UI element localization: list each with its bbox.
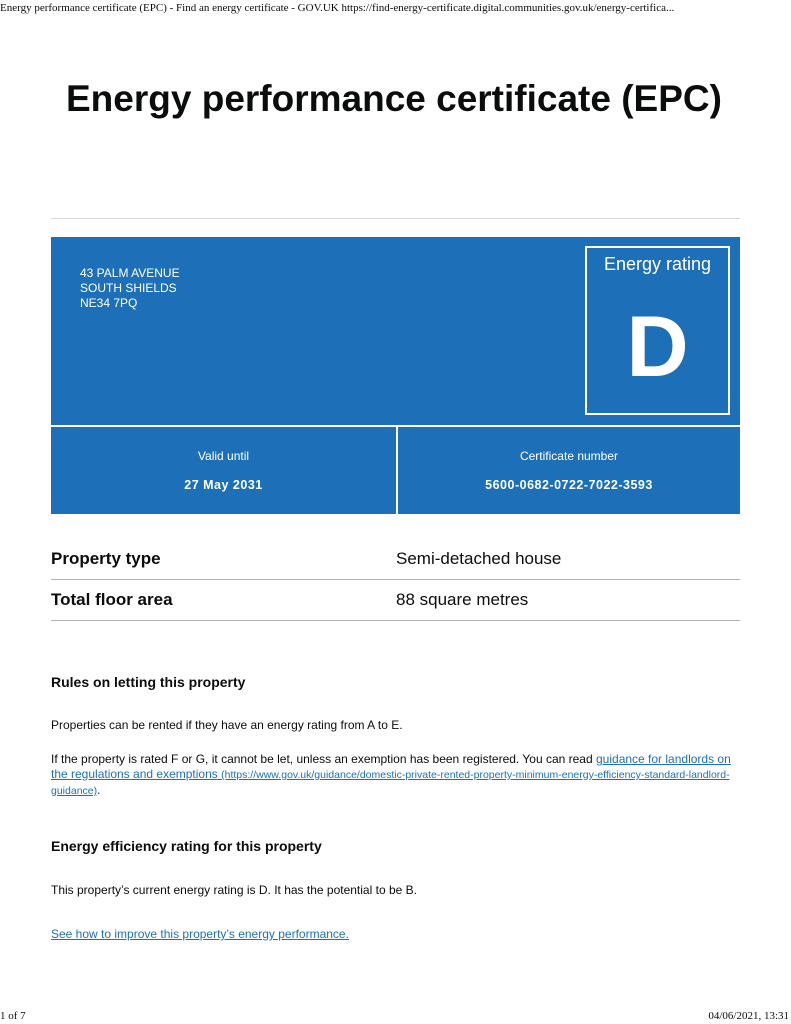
valid-until-cell: [51, 427, 396, 514]
address-line-2: SOUTH SHIELDS: [80, 281, 177, 295]
landlord-guidance-link-text: guidance for landlords on the regulations and exemptions: [51, 752, 731, 781]
exemption-text: If the property is rated F or G, it cannot be let, unless an exemption has been registered. You can read: [51, 752, 596, 766]
summary-row-property-type: [51, 539, 740, 580]
valid-until-date: 27 May 2031: [184, 478, 263, 492]
valid-until-label: Valid until: [197, 449, 250, 463]
print-header: Energy performance certificate (EPC) - Find an energy certificate - GOV.UK https://find-energy-certificate.digital.communities.gov.uk/energy-certifica...: [0, 2, 675, 14]
efficiency-rating-text: This property’s current energy rating is D. It has the potential to be B.: [51, 883, 417, 897]
certificate-number-label: Certificate number: [519, 449, 619, 463]
title-divider: [51, 218, 740, 219]
certificate-number-value: 5600-0682-0722-7022-3593: [485, 478, 653, 492]
landlord-guidance-url: (https://www.gov.uk/guidance/domestic-private-rented-property-minimum-energy-efficiency-standard-landlord-guidance): [51, 769, 730, 797]
summary-key: Total floor area: [51, 590, 173, 609]
improve-paragraph: [51, 927, 740, 942]
summary-key: Property type: [51, 549, 161, 568]
letting-rules-text: Properties can be rented if they have an energy rating from A to E.: [51, 718, 403, 732]
energy-rating-letter: D: [626, 299, 689, 395]
address-postcode: NE34 7PQ: [80, 296, 138, 310]
print-timestamp: 04/06/2021, 13:31: [708, 1010, 789, 1022]
summary-row-floor-area: [51, 580, 740, 621]
property-address: [80, 266, 180, 311]
energy-rating-label: Energy rating: [603, 254, 712, 274]
improve-performance-link[interactable]: See how to improve this property’s energy performance.: [51, 927, 349, 941]
page-title: Energy performance certificate (EPC): [66, 78, 722, 119]
address-line-1: 43 PALM AVENUE: [80, 266, 180, 280]
exemption-paragraph: [51, 752, 740, 799]
letting-rules-heading: Rules on letting this property: [51, 674, 246, 690]
exemption-suffix: .: [97, 783, 101, 797]
certificate-banner: [51, 237, 740, 514]
summary-value: Semi-detached house: [396, 549, 562, 568]
summary-value: 88 square metres: [396, 590, 529, 609]
certificate-number-cell: [398, 427, 740, 514]
energy-rating-box: [585, 246, 730, 415]
efficiency-rating-heading: Energy efficiency rating for this property: [51, 838, 322, 854]
page-count: 1 of 7: [0, 1010, 26, 1022]
